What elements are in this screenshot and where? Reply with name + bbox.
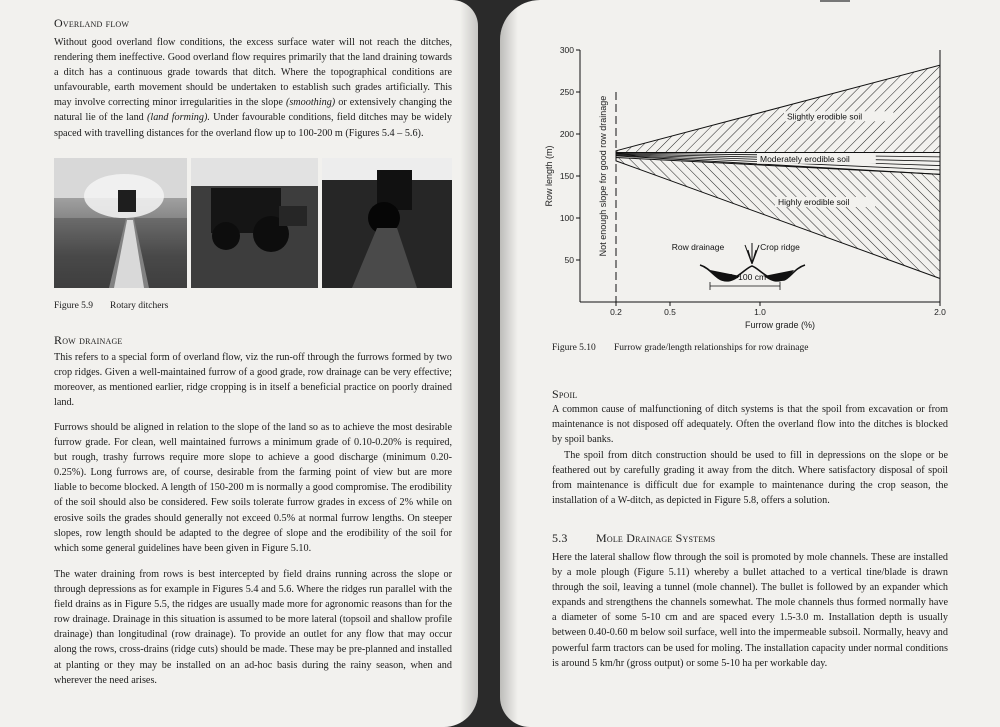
x-tick-label: 0.5 xyxy=(664,307,676,317)
row-drainage-inset xyxy=(672,242,805,290)
band-highly-erodible-soil xyxy=(616,158,940,279)
gutter-shadow xyxy=(460,0,478,727)
inset-label-crop-ridge: Crop ridge xyxy=(760,242,800,252)
figure-5-9-number: Figure 5.9 xyxy=(54,301,94,311)
y-tick-label: 250 xyxy=(559,87,574,97)
spoil-paragraph-2: The spoil from ditch construction should be used to fill in depressions on the slope or be feathered out by carefully grading it away from the ditch. Where satisfactory disposal of spoil from maintenance is difficult due for example to maintenance during the crop season, the installation of a W-ditch, as depicted in Figure 5.8, offers a solution. xyxy=(552,450,948,507)
band-label-slightly-erodible-soil: Slightly erodible soil xyxy=(787,111,863,122)
y-tick-label: 150 xyxy=(559,171,574,181)
figure-5-9-caption-text: Rotary ditchers xyxy=(110,301,169,311)
page-edge-mark xyxy=(820,0,850,2)
mole-drainage-paragraph: Here the lateral shallow flow through the soil is promoted by mole channels. These are installed by a mole plough (Figure 5.11) whereby a bullet attached to a vertical tine/blade is drawn through the soil, leaving a tunnel (mole channel). The bullet is followed by an expander which expands and strengthens the channels somewhat. The mole channels thus formed normally have a diameter of some 5-10 cm and are spaced every 1.5-3.0 m. Installation depth is usually between 0.40-0.60 m below soil surface, well into the impermeable subsoil. Normally, heavy and powerful farm tractors can be used for moling. The installation capacity under normal conditions is around 5 km/hr (gross output) or some 5-10 ha per workable day. xyxy=(552,552,948,669)
y-tick-label: 100 xyxy=(559,213,574,223)
figure-5-10-caption xyxy=(552,343,808,353)
x-axis-label: Furrow grade (%) xyxy=(744,320,816,330)
x-tick-label: 0.2 xyxy=(610,307,622,317)
band-label-moderately-erodible-soil: Moderately erodible soil xyxy=(760,153,850,164)
gutter-shadow xyxy=(500,0,518,727)
inset-dimension-label: 80–100 cm xyxy=(723,272,767,282)
rotary-ditcher-photo-1 xyxy=(54,158,187,288)
spoil-heading: Spoil xyxy=(552,387,578,401)
text-run: Without good overland flow conditions, the excess surface water will not reach the ditches, rendering them ineffective. Good overland flow requires primarily that the land draining towards a ditch has a continuous grade towards that ditch. Where the topographical conditions are unfavourable, earth movement should be undertaken to establish such grades artificially. This may involve correcting minor irregularities in the slope xyxy=(54,37,452,109)
figure-5-10-chart xyxy=(540,40,950,340)
rotary-ditcher-photo-3 xyxy=(322,158,452,288)
italic-term: (smoothing) xyxy=(285,97,336,109)
band-slightly-erodible-soil xyxy=(616,65,940,152)
y-tick-label: 200 xyxy=(559,129,574,139)
crop-plant-icon xyxy=(745,243,759,264)
row-drainage-heading: Row drainage xyxy=(54,333,123,347)
min-slope-label: Not enough slope for good row drainage xyxy=(598,95,608,257)
x-tick-label: 1.0 xyxy=(754,307,766,317)
band-label-highly-erodible-soil: Highly erodible soil xyxy=(778,197,850,207)
x-tick-label: 2.0 xyxy=(934,307,946,317)
y-tick-label: 300 xyxy=(559,45,574,55)
section-title: Mole Drainage Systems xyxy=(596,531,716,545)
figure-5-9-caption xyxy=(54,301,168,311)
inset-label-row-drainage: Row drainage xyxy=(671,242,725,252)
left-page xyxy=(0,0,478,727)
section-5-3-heading xyxy=(552,531,715,546)
section-number: 5.3 xyxy=(552,531,568,545)
row-drainage-paragraph-3: The water draining from rows is best intercepted by field drains running across the slope or through depressions as for example in Figures 5.4 and 5.6. Where the ridges run parallel with the field drains as in Figure 5.5, the ridges are usually made more for agronomic reasons than for the row drainage. Drainage in this situation is assumed to be more lateral (topsoil and shallow profile drainage) than longitudinal (row drainage). To provide an outlet for any flow that may occur along the rows, cross-drains (ridge cuts) should be made. These may be pre-planned and installed at planting or they may be installed on an ad-hoc basis during the rainy season, when and wherever the need arises. xyxy=(54,569,452,686)
overland-flow-paragraph xyxy=(54,35,452,141)
y-axis-label: Row length (m) xyxy=(544,145,554,207)
figure-5-10-caption-text: Furrow grade/length relationships for row drainage xyxy=(614,343,809,353)
rotary-ditcher-photo-2 xyxy=(191,158,318,288)
y-tick-label: 50 xyxy=(564,255,574,265)
text-run: Under favourable conditions, field ditches may be widely spaced with travelling distances for the overland flow up to 100-200 m (Figures 5.4 – 5.6). xyxy=(54,112,452,139)
text-run: or extensively changing the natural lie of the land xyxy=(54,97,452,124)
italic-term: (land forming). xyxy=(146,112,210,124)
overland-flow-heading: Overland flow xyxy=(54,16,130,30)
row-drainage-paragraph-1: This refers to a special form of overland flow, viz the run-off through the furrows formed by two crop ridges. Given a well-maintained furrow of a good grade, row drainage can be very effective; moreover, as mentioned earlier, ridge cropping is in itself a beneficial practice on poorly drained land. xyxy=(54,352,452,409)
spoil-paragraph-1: A common cause of malfunctioning of ditch systems is that the spoil from excavation or from maintenance is not disposed off adequately. Often the overland flow into the ditches is blocked by spoil banks. xyxy=(552,404,948,446)
figure-5-10-number: Figure 5.10 xyxy=(552,343,596,353)
row-drainage-paragraph-2: Furrows should be aligned in relation to the slope of the land so as to achieve the most desirable furrow grade. For clean, well maintained furrows a minimum grade of 0.10-0.20% is required, but rough, trashy furrows require more slope to achieve a good discharge (minimum 0.20-0.25%). Long furrows are, of course, desirable from the farming point of view but are more liable to become blocked. A length of 150-200 m is normally a good compromise. The erodibility of the soil should also be considered. Few soils tolerate furrow grades in excess of 2% while on erosive soils the grades should generally not exceed 0.5% at normal furrow lengths. On steeper slopes, row length should be adapted to the degree of slope and the erodibility of the soil for which some general guidelines have been given in Figure 5.10. xyxy=(54,422,452,554)
